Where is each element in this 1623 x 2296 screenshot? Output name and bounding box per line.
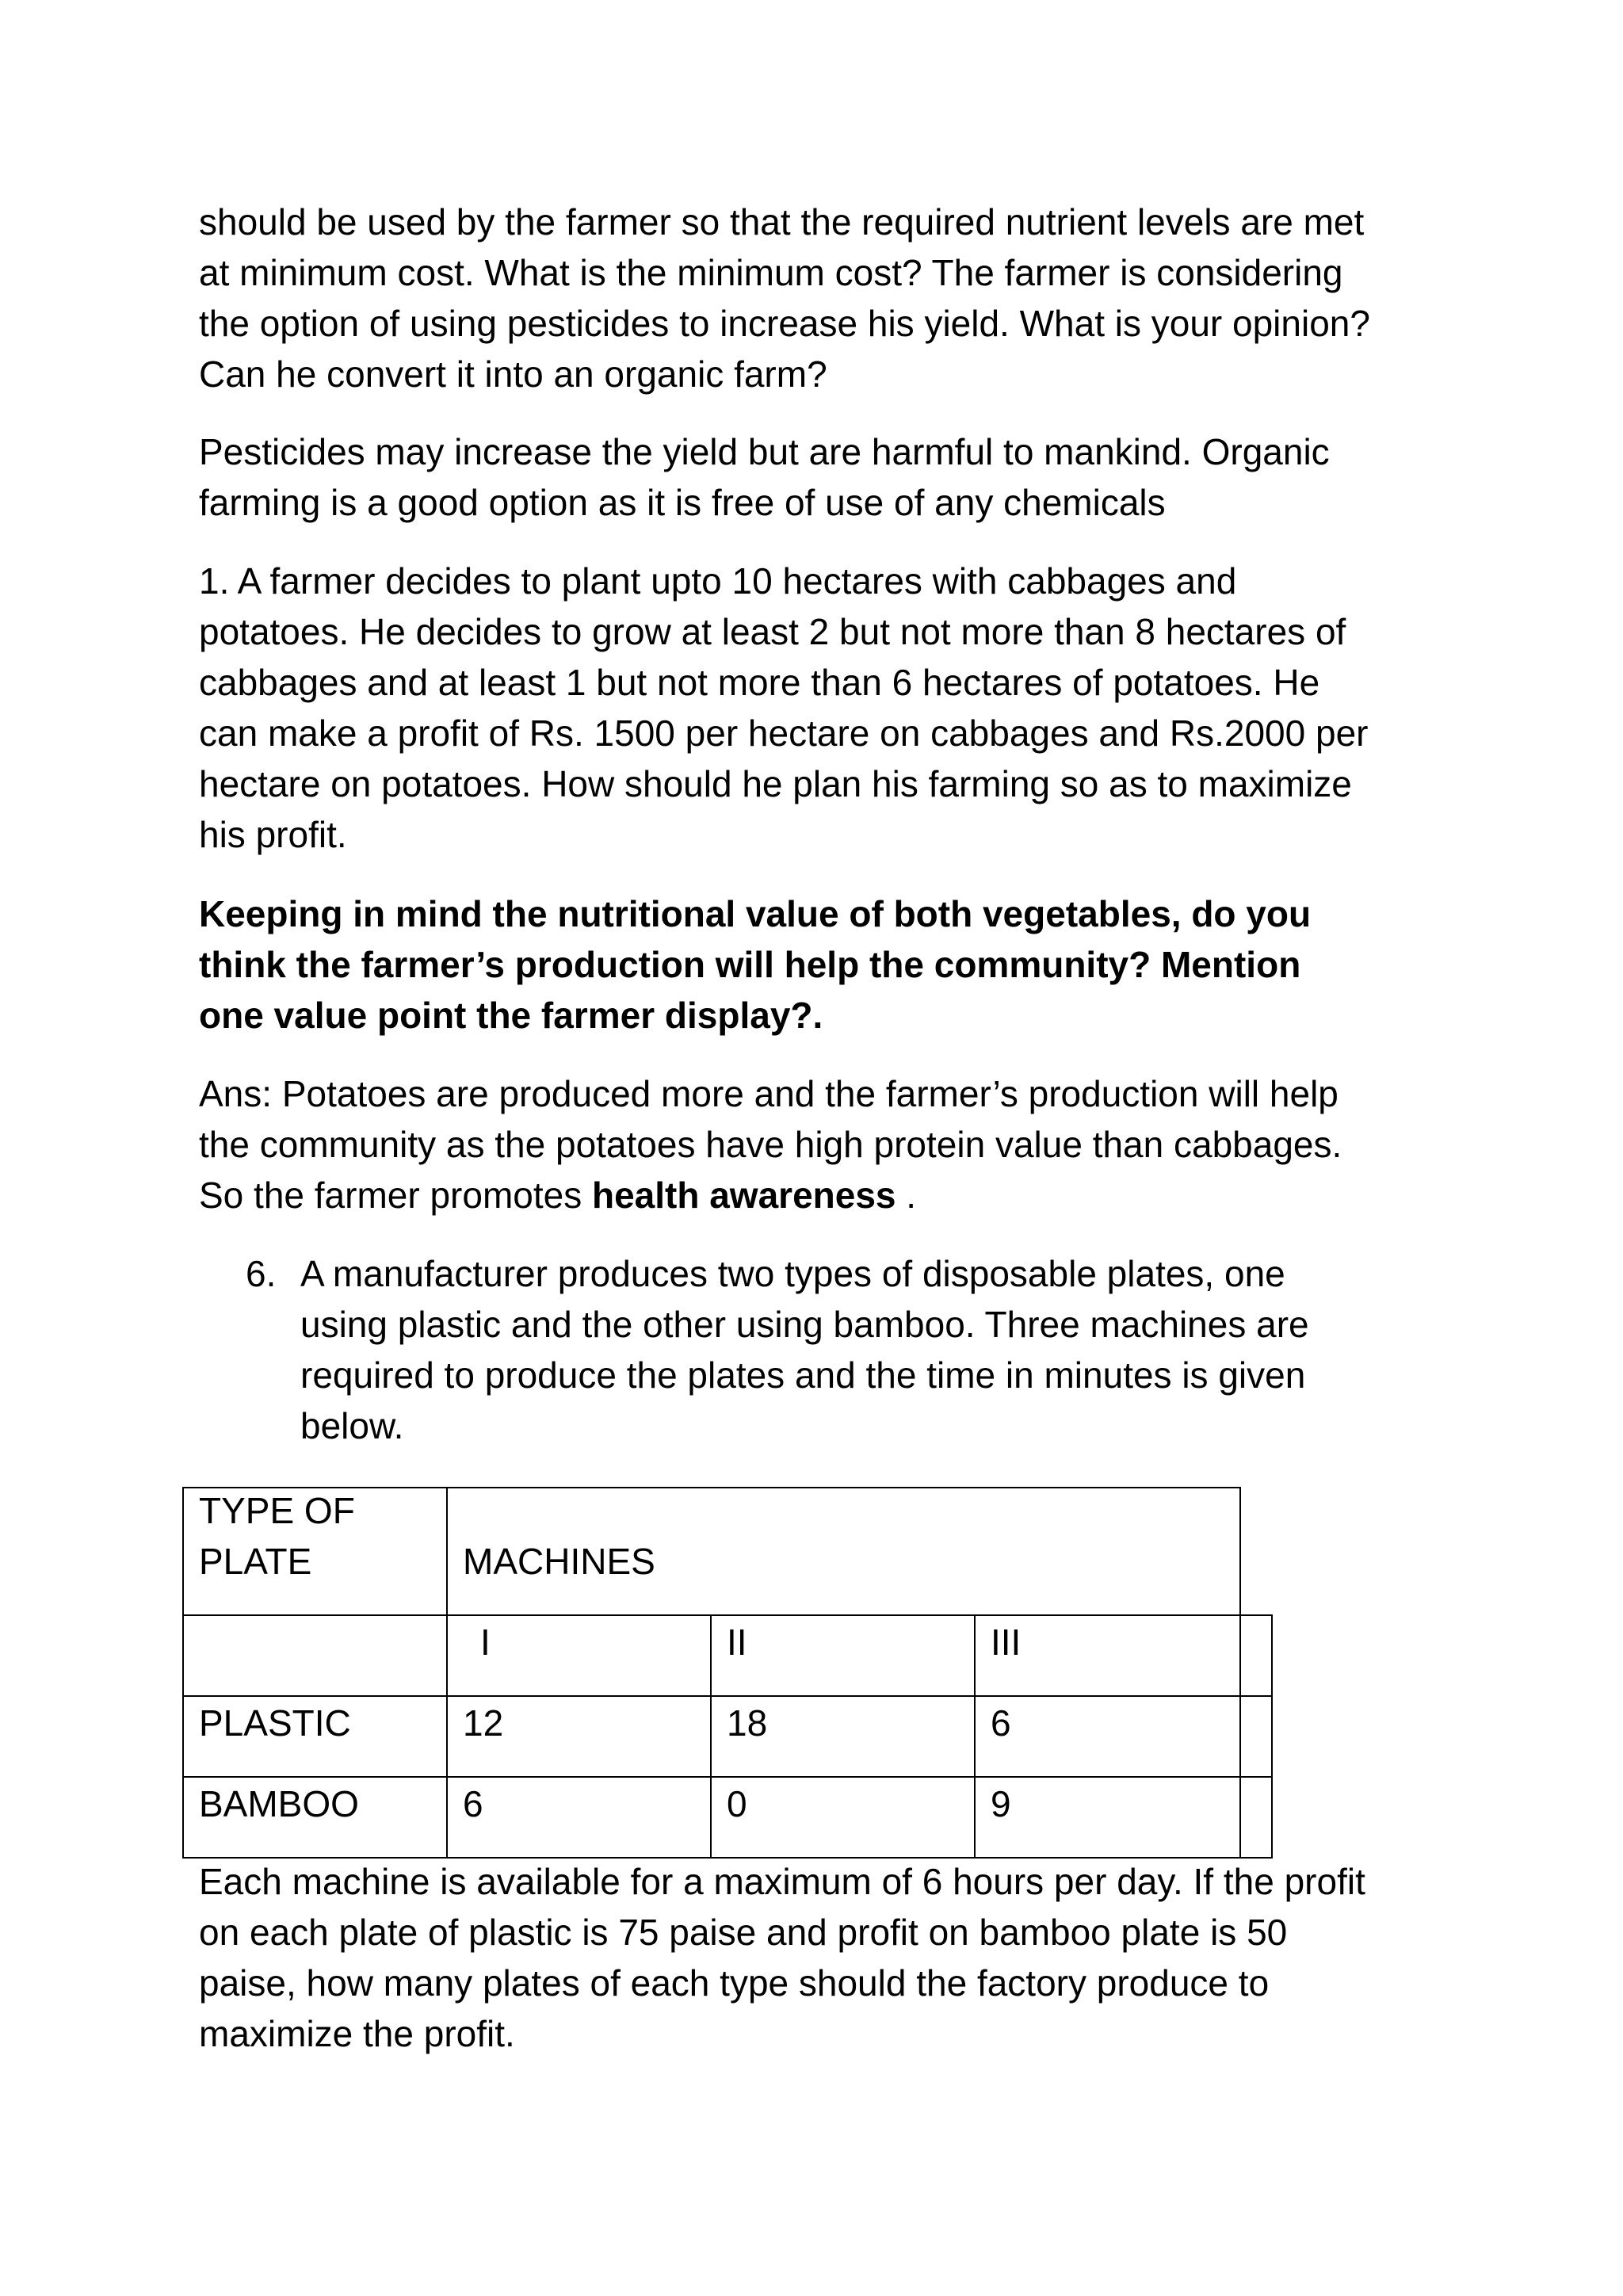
text-line: below. — [300, 1405, 404, 1446]
machine-label-iii: III — [991, 1622, 1022, 1663]
cell-bamboo-machine-iii: 9 — [991, 1783, 1011, 1824]
header-machines: MACHINES — [463, 1541, 655, 1582]
health-awareness-emphasis: health awareness — [591, 1175, 896, 1216]
text-segment: . — [896, 1175, 917, 1216]
paragraph-farmer-question — [199, 556, 1451, 860]
list-number: 6. — [246, 1253, 277, 1294]
text-line: his profit. — [199, 814, 347, 855]
paragraph-pesticides-answer — [199, 426, 1451, 528]
text-line: the community as the potatoes have high protein value than cabbages. — [199, 1124, 1342, 1165]
paragraph-answer — [199, 1068, 1451, 1221]
text-line: paise, how many plates of each type should the factory produce to — [199, 1962, 1270, 2004]
text-line: Can he convert it into an organic farm? — [199, 353, 827, 395]
text-line: think the farmer’s production will help the community? Mention — [199, 944, 1301, 985]
header-type-of-plate-line1: TYPE OF — [199, 1490, 355, 1531]
paragraph-machine-availability — [199, 1856, 1451, 2059]
text-line: can make a profit of Rs. 1500 per hectare on cabbages and Rs.2000 per — [199, 712, 1369, 754]
text-line — [199, 1170, 1451, 1221]
machine-label-i: I — [480, 1622, 491, 1663]
paragraph-value-question — [199, 888, 1451, 1041]
cell-bamboo-machine-ii: 0 — [727, 1783, 747, 1824]
cell-plastic-machine-ii: 18 — [727, 1702, 768, 1744]
text-line: on each plate of plastic is 75 paise and profit on bamboo plate is 50 — [199, 1912, 1288, 1953]
text-line: Ans: Potatoes are produced more and the farmer’s production will help — [199, 1073, 1338, 1114]
text-line: maximize the profit. — [199, 2013, 515, 2054]
row-type-bamboo: BAMBOO — [199, 1783, 359, 1824]
table-border — [1239, 1487, 1241, 1859]
table-border — [974, 1614, 976, 1859]
cell-plastic-machine-iii: 6 — [991, 1702, 1011, 1744]
cell-bamboo-machine-i: 6 — [463, 1783, 483, 1824]
text-line: should be used by the farmer so that the required nutrient levels are met — [199, 201, 1365, 243]
text-line: one value point the farmer display?. — [199, 995, 823, 1036]
text-line: hectare on potatoes. How should he plan his farming so as to maximize — [199, 763, 1352, 804]
table-border — [182, 1776, 1273, 1778]
text-line: using plastic and the other using bamboo. Three machines are — [300, 1304, 1309, 1345]
text-line: Each machine is available for a maximum of 6 hours per day. If the profit — [199, 1861, 1365, 1902]
table-border — [446, 1487, 448, 1859]
text-line: required to produce the plates and the time in minutes is given — [300, 1354, 1306, 1396]
paragraph-question-continuation — [199, 197, 1451, 399]
text-line: Keeping in mind the nutritional value of both vegetables, do you — [199, 893, 1312, 934]
table-border — [182, 1487, 184, 1859]
text-line: potatoes. He decides to grow at least 2 but not more than 8 hectares of — [199, 611, 1346, 652]
row-type-plastic: PLASTIC — [199, 1702, 351, 1744]
text-line: the option of using pesticides to increase his yield. What is your opinion? — [199, 303, 1370, 344]
text-line: Pesticides may increase the yield but are harmful to mankind. Organic — [199, 431, 1330, 472]
text-line: cabbages and at least 1 but not more than 6 hectares of potatoes. He — [199, 662, 1320, 703]
cell-plastic-machine-i: 12 — [463, 1702, 504, 1744]
table-border — [182, 1695, 1273, 1697]
text-line: 1. A farmer decides to plant upto 10 hectares with cabbages and — [199, 560, 1237, 602]
table-border — [710, 1614, 712, 1859]
text-line: A manufacturer produces two types of disposable plates, one — [300, 1253, 1285, 1294]
text-segment: So the farmer promotes — [199, 1175, 592, 1216]
header-type-of-plate-line2: PLATE — [199, 1541, 312, 1582]
table-border — [182, 1614, 1273, 1616]
list-item-body — [300, 1248, 1489, 1451]
machine-label-ii: II — [727, 1622, 747, 1663]
table-border — [1271, 1614, 1273, 1859]
text-line: at minimum cost. What is the minimum cost? The farmer is considering — [199, 252, 1343, 293]
text-line: farming is a good option as it is free of use of any chemicals — [199, 482, 1166, 523]
